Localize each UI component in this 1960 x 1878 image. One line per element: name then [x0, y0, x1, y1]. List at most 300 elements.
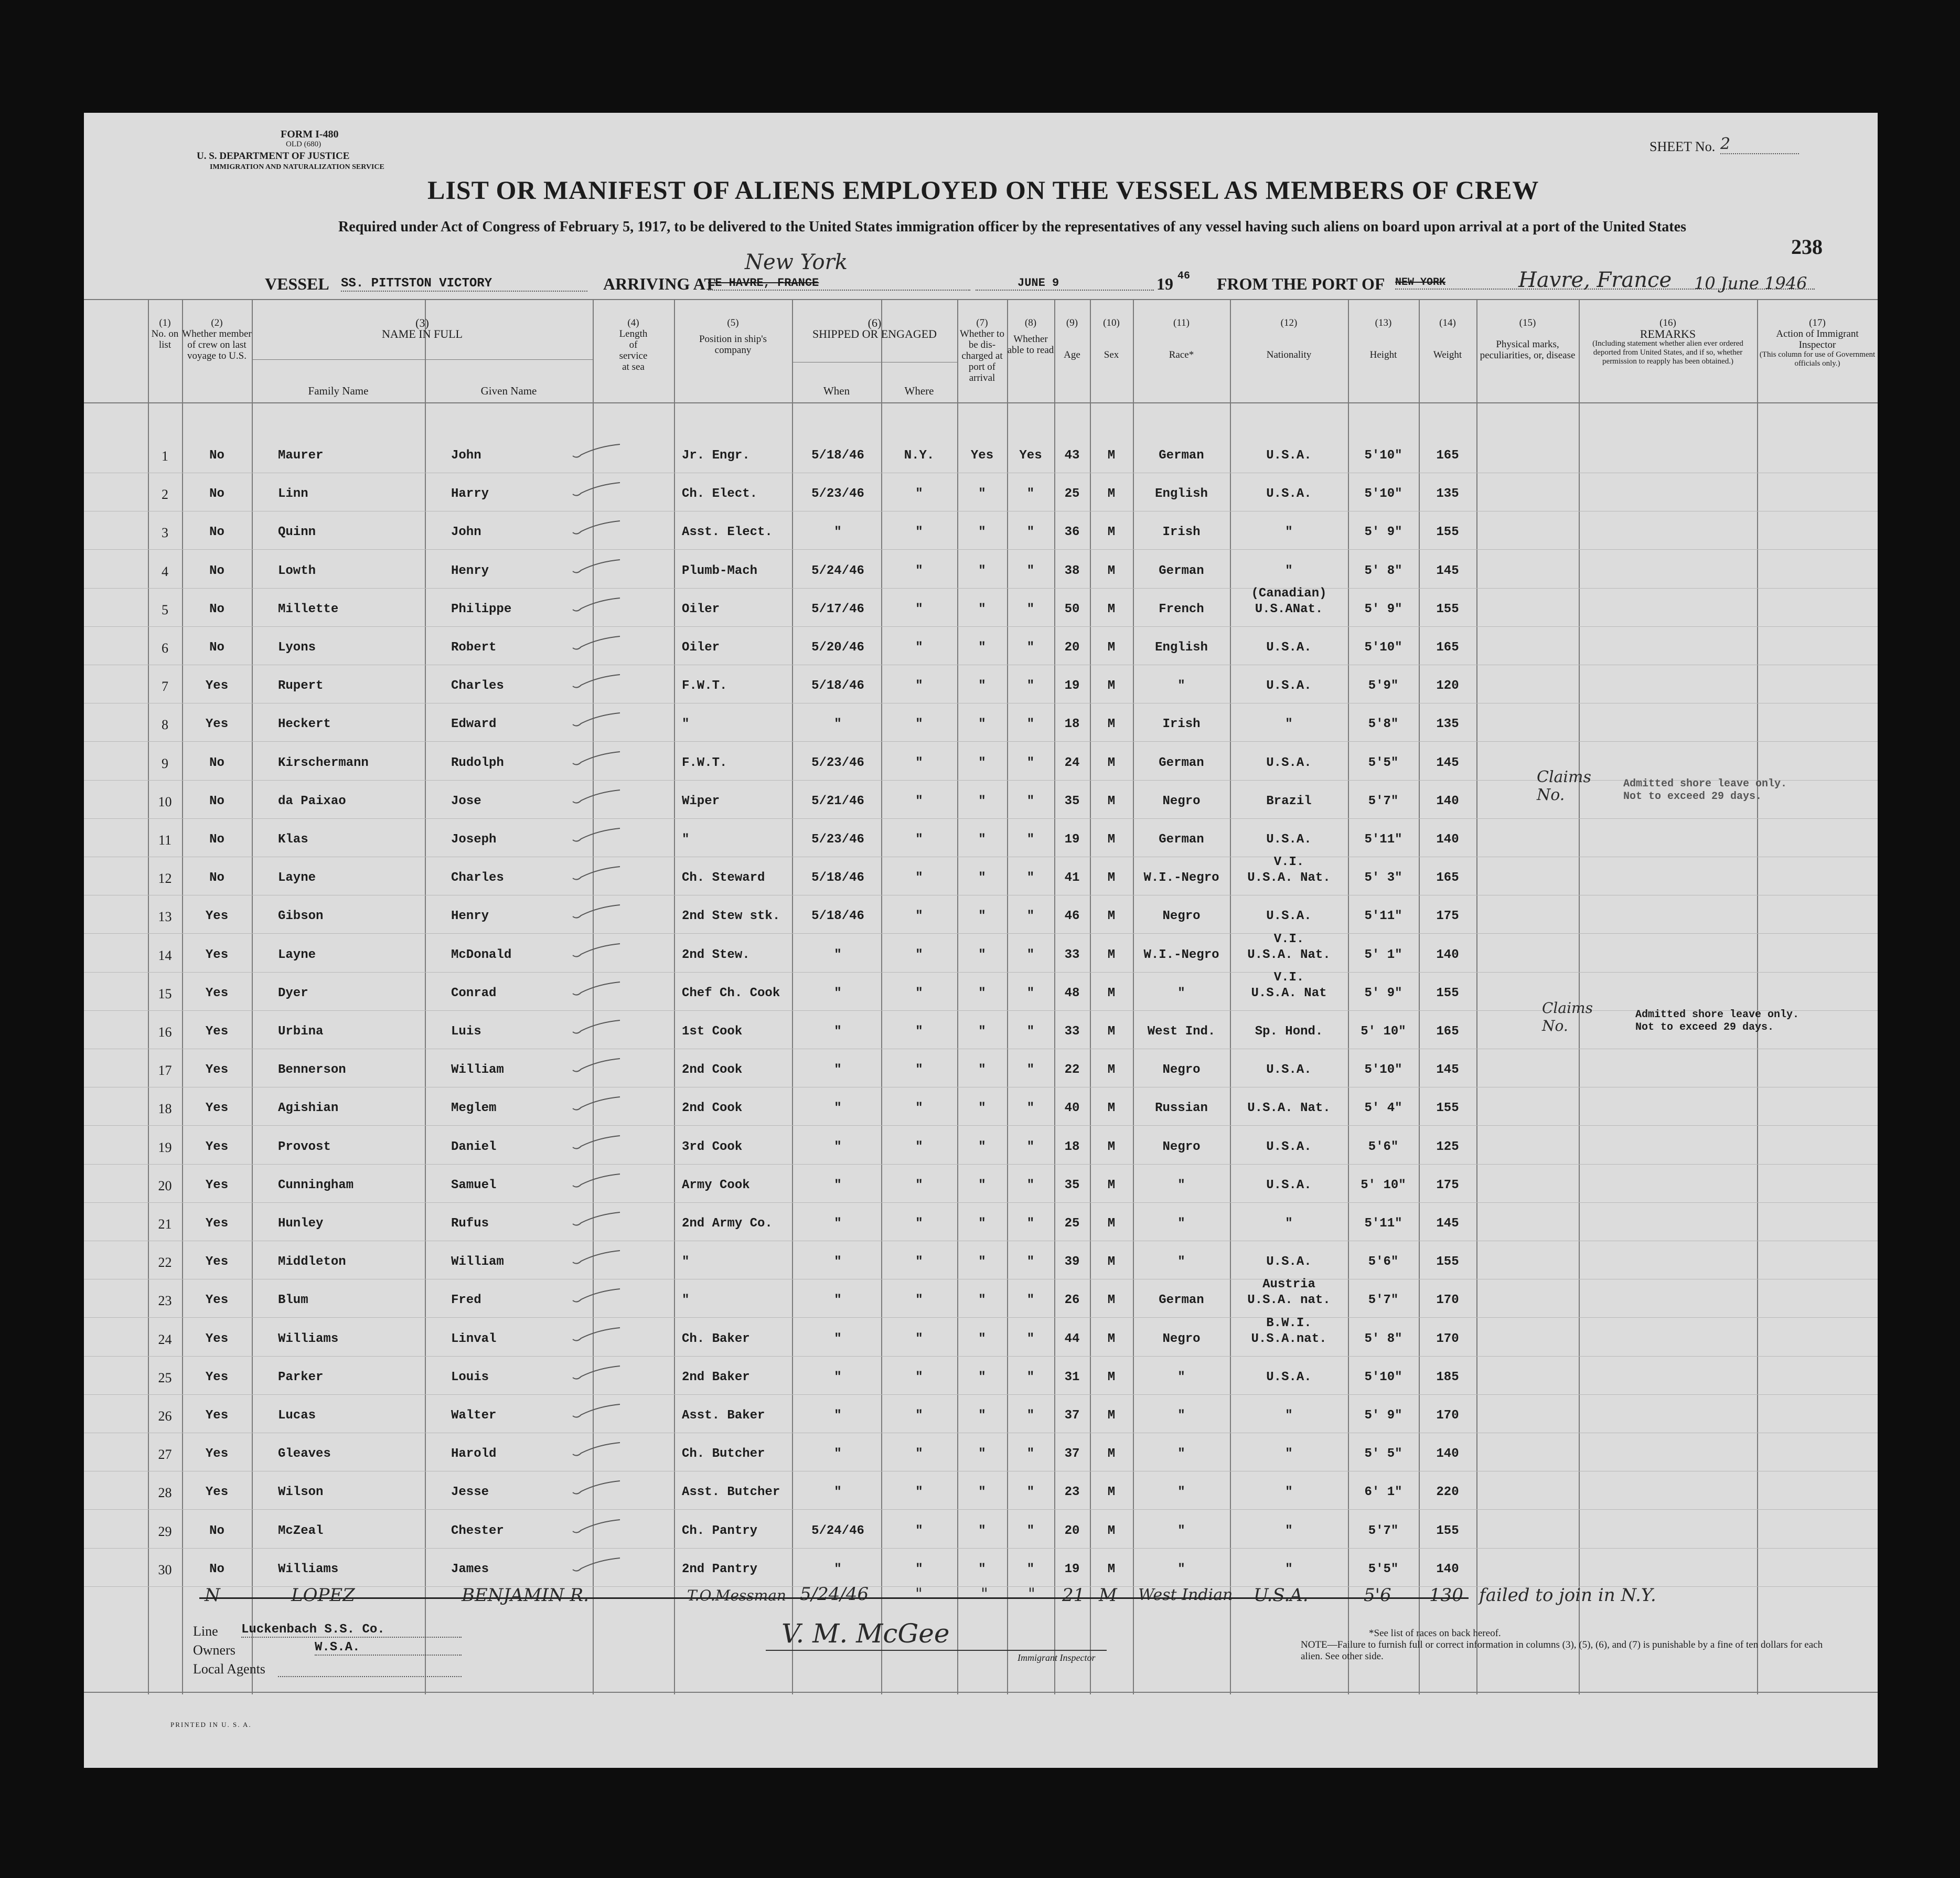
cell-age: 20: [1064, 641, 1080, 655]
col14-num: (14): [1439, 317, 1456, 328]
cell-weight: 165: [1436, 449, 1459, 463]
cell-read: Yes: [1019, 449, 1042, 463]
cell-where: ": [915, 602, 923, 616]
check-mark-icon: [572, 482, 622, 497]
cell-when: 5/17/46: [811, 602, 864, 616]
col7-label: Whether to be dis-charged at port of arrival: [960, 328, 1004, 383]
cell-sex: M: [1107, 1447, 1116, 1461]
cell-race: ": [1177, 1562, 1185, 1576]
department: U. S. DEPARTMENT OF JUSTICE: [197, 151, 350, 162]
table-row: [84, 932, 1878, 969]
cell-age: 35: [1064, 1178, 1080, 1192]
cell-nat-top: B.W.I.: [1266, 1316, 1312, 1330]
cell-sex: M: [1107, 1408, 1116, 1423]
cell-no: 22: [158, 1255, 172, 1271]
cell-pos: Oiler: [682, 602, 720, 616]
cell-nat: U.S.A.: [1266, 449, 1312, 463]
arriving-struck: [708, 276, 970, 291]
cell-when: 5/18/46: [811, 909, 864, 924]
cell-nat: U.S.A.: [1266, 641, 1312, 655]
cell-dis: ": [978, 1139, 986, 1154]
cell-age: 33: [1064, 947, 1080, 962]
cell-pos: 2nd Cook: [682, 1101, 743, 1116]
cell-where: ": [915, 1485, 923, 1500]
cell-age: 23: [1064, 1485, 1080, 1500]
col3-num: (3): [415, 316, 429, 329]
col16-label: REMARKS: [1640, 327, 1696, 340]
cell-no: 1: [162, 449, 168, 464]
cell-no: 6: [162, 641, 168, 656]
cell-age: 39: [1064, 1255, 1080, 1269]
cell-race: W.I.-Negro: [1143, 947, 1219, 962]
cell-where: ": [915, 1447, 923, 1461]
cell-no: 17: [158, 1063, 172, 1079]
cell-family: Heckert: [278, 717, 331, 732]
cell-last: No: [209, 563, 224, 578]
cell-no: 19: [158, 1139, 172, 1155]
cell-dis: ": [978, 794, 986, 808]
cell-age: 50: [1064, 602, 1080, 616]
row-rule: [84, 933, 1878, 934]
from-struck-text: NEW YORK: [1395, 276, 1446, 289]
cell-weight: 140: [1436, 794, 1459, 808]
cell-family: Layne: [278, 947, 316, 962]
cell-sex: M: [1107, 1370, 1116, 1384]
cell-family: Rupert: [278, 679, 324, 693]
cell-weight: 140: [1436, 833, 1459, 847]
cell-last: Yes: [205, 1178, 229, 1192]
cell-read: ": [1026, 525, 1035, 540]
cell-height: 5' 5": [1364, 1447, 1402, 1461]
table-row: [84, 1447, 1878, 1468]
table-row: [84, 1178, 1878, 1199]
signature-line: [766, 1650, 1107, 1651]
cell-last: Yes: [205, 1485, 229, 1500]
cell-family: Gleaves: [278, 1447, 331, 1461]
cell-given: Henry: [451, 563, 489, 578]
cell-given: Harold: [451, 1447, 497, 1461]
cell-age: 19: [1064, 679, 1080, 693]
table-row: [84, 855, 1878, 892]
cell-nat: U.S.ANat.: [1255, 602, 1323, 616]
row-rule: [84, 549, 1878, 550]
cell-last: Yes: [205, 909, 229, 924]
cell-given: William: [451, 1255, 504, 1269]
row-rule: [84, 1317, 1878, 1318]
cell-age: 19: [1064, 833, 1080, 847]
cell-read: ": [1026, 794, 1035, 808]
cell-read: ": [1026, 679, 1035, 693]
cell-where: ": [915, 1293, 923, 1308]
cell-when: 5/18/46: [811, 679, 864, 693]
table-row: [84, 1370, 1878, 1391]
cell-no: 26: [158, 1408, 172, 1424]
cell-dis: ": [978, 909, 986, 924]
cell-last: No: [209, 871, 224, 885]
col1-header: [148, 317, 182, 350]
cell-where: ": [915, 755, 923, 770]
cell-family: Blum: [278, 1293, 308, 1308]
extra-race: West Indian: [1138, 1586, 1233, 1604]
extra-nationality: U.S.A.: [1254, 1585, 1309, 1606]
cell-read: ": [1026, 1063, 1035, 1077]
cell-height: 5'11": [1364, 833, 1402, 847]
cell-family: Williams: [278, 1562, 339, 1576]
col14-label: Weight: [1433, 349, 1462, 360]
cell-last: Yes: [205, 717, 229, 732]
cell-pos: ": [682, 1255, 690, 1269]
row-rule: [84, 1010, 1878, 1011]
cell-height: 5' 9": [1364, 986, 1402, 1000]
cell-when: 5/18/46: [811, 449, 864, 463]
cell-given: Daniel: [451, 1139, 497, 1154]
cell-family: Lucas: [278, 1408, 316, 1423]
cell-height: 5'10": [1364, 1370, 1402, 1384]
cell-age: 26: [1064, 1293, 1080, 1308]
check-mark-icon: [572, 789, 622, 805]
cell-no: 18: [158, 1101, 172, 1117]
cell-weight: 155: [1436, 1523, 1459, 1538]
cell-height: 5'5": [1368, 1562, 1399, 1576]
cell-read: ": [1026, 1485, 1035, 1500]
cell-sex: M: [1107, 563, 1116, 578]
cell-dis: ": [978, 1293, 986, 1308]
col17-label: Action of Immigrant Inspector: [1776, 328, 1859, 350]
col10-num: (10): [1103, 317, 1120, 328]
col4-header: [593, 317, 674, 372]
cell-race: Negro: [1162, 1139, 1201, 1154]
cell-no: 28: [158, 1485, 172, 1501]
manifest-sheet: [84, 113, 1878, 1768]
strike-line: [199, 1597, 1469, 1599]
cell-nat: U.S.A. nat.: [1247, 1293, 1331, 1308]
col6-header: [792, 317, 957, 339]
row-rule: [84, 588, 1878, 589]
cell-last: Yes: [205, 1101, 229, 1116]
col1-label: No. on list: [151, 328, 179, 350]
cell-read: ": [1026, 1523, 1035, 1538]
cell-pos: Wiper: [682, 794, 720, 808]
cell-given: Conrad: [451, 986, 497, 1000]
cell-nat: ": [1285, 1523, 1293, 1538]
cell-sex: M: [1107, 871, 1116, 885]
cell-sex: M: [1107, 717, 1116, 732]
remark-row10-stamp1: Admitted shore leave only.: [1623, 778, 1787, 790]
check-mark-icon: [572, 1519, 622, 1534]
row-rule: [84, 626, 1878, 627]
col11-header: [1133, 317, 1230, 360]
cell-weight: 170: [1436, 1293, 1459, 1308]
cell-pos: Chef Ch. Cook: [682, 986, 780, 1000]
cell-weight: 155: [1436, 1101, 1459, 1116]
cell-when: ": [834, 1408, 842, 1423]
cell-when: ": [834, 1485, 842, 1500]
table-row: [84, 794, 1878, 815]
cell-read: ": [1026, 947, 1035, 962]
cell-age: 20: [1064, 1523, 1080, 1538]
cell-race: German: [1159, 755, 1204, 770]
check-mark-icon: [572, 1019, 622, 1035]
cell-no: 21: [158, 1217, 172, 1232]
cell-given: Fred: [451, 1293, 481, 1308]
cell-where: ": [915, 871, 923, 885]
cell-no: 27: [158, 1447, 172, 1463]
cell-sex: M: [1107, 755, 1116, 770]
cell-given: Luis: [451, 1025, 481, 1039]
cell-read: ": [1026, 909, 1035, 924]
sheet-label: SHEET No.: [1650, 139, 1716, 154]
cell-no: 20: [158, 1178, 172, 1193]
cell-height: 5' 8": [1364, 563, 1402, 578]
col7-header: [957, 317, 1007, 383]
cell-family: Urbina: [278, 1025, 324, 1039]
check-mark-icon: [572, 1288, 622, 1304]
cell-given: Louis: [451, 1370, 489, 1384]
cell-race: Russian: [1155, 1101, 1208, 1116]
vessel-label: VESSEL: [265, 274, 329, 293]
col9-label: Age: [1064, 349, 1080, 360]
cell-height: 5' 8": [1364, 1331, 1402, 1346]
cell-given: Jose: [451, 794, 481, 808]
local-agents-label: Local Agents: [193, 1661, 265, 1677]
col2-header: [182, 317, 252, 361]
check-mark-icon: [572, 751, 622, 766]
cell-height: 6' 1": [1364, 1485, 1402, 1500]
cell-when: ": [834, 1255, 842, 1269]
cell-race: ": [1177, 1523, 1185, 1538]
cell-where: ": [915, 986, 923, 1000]
cell-nat: U.S.A.: [1266, 1178, 1312, 1192]
cell-sex: M: [1107, 1331, 1116, 1346]
cell-sex: M: [1107, 1063, 1116, 1077]
cell-weight: 145: [1436, 1063, 1459, 1077]
cell-race: ": [1177, 1255, 1185, 1269]
col13-header: [1348, 317, 1419, 360]
col7-num: (7): [976, 317, 988, 328]
arriving-handwritten: New York: [745, 250, 848, 274]
cell-last: No: [209, 487, 224, 501]
cell-no: 24: [158, 1331, 172, 1347]
cell-sex: M: [1107, 1255, 1116, 1269]
extra-read: ": [1028, 1585, 1035, 1603]
cell-sex: M: [1107, 525, 1116, 540]
cell-last: No: [209, 1523, 224, 1538]
cell-nat-top: Austria: [1262, 1277, 1315, 1292]
col13-label: Height: [1369, 349, 1397, 360]
cell-given: John: [451, 525, 481, 540]
cell-last: Yes: [205, 1370, 229, 1384]
cell-when: ": [834, 1178, 842, 1192]
cell-no: 29: [158, 1523, 172, 1539]
cell-family: Parker: [278, 1370, 324, 1384]
cell-height: 5'7": [1368, 794, 1399, 808]
cell-no: 7: [162, 679, 168, 695]
table-row: [84, 1277, 1878, 1314]
cell-read: ": [1026, 1408, 1035, 1423]
cell-pos: ": [682, 717, 690, 732]
cell-age: 38: [1064, 563, 1080, 578]
from-handwritten: Havre, France: [1518, 268, 1672, 292]
cell-dis: ": [978, 947, 986, 962]
cell-height: 5'5": [1368, 755, 1399, 770]
cell-race: German: [1159, 449, 1204, 463]
row-rule: [84, 1202, 1878, 1203]
cell-weight: 135: [1436, 717, 1459, 732]
cell-weight: 140: [1436, 947, 1459, 962]
col5-label: Position in ship's company: [699, 334, 767, 356]
row-rule: [84, 1548, 1878, 1549]
cell-last: Yes: [205, 1063, 229, 1077]
cell-height: 5' 1": [1364, 947, 1402, 962]
cell-last: No: [209, 833, 224, 847]
extra-when: 5/24/46: [800, 1584, 869, 1605]
cell-last: Yes: [205, 947, 229, 962]
cell-weight: 155: [1436, 525, 1459, 540]
where-header: Where: [904, 385, 934, 397]
cell-nat-top: V.I.: [1273, 970, 1304, 985]
cell-pos: Oiler: [682, 641, 720, 655]
col3-header: [252, 317, 593, 339]
check-mark-icon: [572, 866, 622, 881]
cell-family: Millette: [278, 602, 339, 616]
check-mark-icon: [572, 635, 622, 651]
check-mark-icon: [572, 597, 622, 613]
cell-given: Linval: [451, 1331, 497, 1346]
cell-height: 5'6": [1368, 1255, 1399, 1269]
cell-nat-top: (Canadian): [1251, 586, 1327, 601]
table-row: [84, 1562, 1878, 1583]
cell-last: Yes: [205, 1331, 229, 1346]
cell-nat: U.S.A.: [1266, 833, 1312, 847]
sheet-number: 2: [1720, 135, 1799, 154]
cell-race: ": [1177, 679, 1185, 693]
col4-num: (4): [627, 317, 639, 328]
col13-num: (13): [1375, 317, 1392, 328]
table-row: [84, 679, 1878, 700]
cell-nat-top: V.I.: [1273, 855, 1304, 870]
check-mark-icon: [572, 1327, 622, 1342]
cell-pos: 2nd Baker: [682, 1370, 750, 1384]
remark-row16-stamp2: Not to exceed 29 days.: [1635, 1021, 1774, 1033]
check-mark-icon: [572, 1480, 622, 1496]
cell-weight: 175: [1436, 909, 1459, 924]
cell-weight: 185: [1436, 1370, 1459, 1384]
cell-race: English: [1155, 641, 1208, 655]
col17-header: [1757, 317, 1878, 368]
col17-sub: (This column for use of Government officials only.): [1759, 350, 1876, 368]
cell-when: ": [834, 525, 842, 540]
cell-race: German: [1159, 833, 1204, 847]
cell-read: ": [1026, 1139, 1035, 1154]
cell-pos: 2nd Army Co.: [682, 1217, 773, 1231]
given-name-header: Given Name: [480, 385, 537, 397]
cell-given: Chester: [451, 1523, 504, 1538]
cell-family: Lyons: [278, 641, 316, 655]
col6-num: (6): [867, 316, 882, 329]
cell-when: 5/23/46: [811, 833, 864, 847]
cell-when: ": [834, 1562, 842, 1576]
cell-when: 5/20/46: [811, 641, 864, 655]
cell-height: 5' 4": [1364, 1101, 1402, 1116]
table-row: [84, 641, 1878, 661]
table-row: [84, 487, 1878, 508]
cell-nat: U.S.A.nat.: [1251, 1331, 1327, 1346]
cell-read: ": [1026, 1178, 1035, 1192]
col11-num: (11): [1173, 317, 1190, 328]
row-rule: [84, 780, 1878, 781]
remark-row16-claims: Claims No.: [1542, 999, 1593, 1034]
cell-nat: U.S.A.: [1266, 1255, 1312, 1269]
cell-read: ": [1026, 487, 1035, 501]
check-mark-icon: [572, 1173, 622, 1189]
cell-family: Maurer: [278, 449, 324, 463]
cell-dis: Yes: [970, 449, 994, 463]
cell-family: Quinn: [278, 525, 316, 540]
cell-dis: ": [978, 871, 986, 885]
cell-race: ": [1177, 1178, 1185, 1192]
cell-nat-top: V.I.: [1273, 932, 1304, 946]
row-rule: [84, 1509, 1878, 1510]
cell-nat: ": [1285, 1562, 1293, 1576]
cell-where: ": [915, 1217, 923, 1231]
cell-weight: 155: [1436, 1255, 1459, 1269]
cell-weight: 165: [1436, 641, 1459, 655]
page-title: LIST OR MANIFEST OF ALIENS EMPLOYED ON THE VESSEL AS MEMBERS OF CREW: [427, 175, 1539, 205]
table-row: [84, 1485, 1878, 1506]
cell-nat: ": [1285, 1408, 1293, 1423]
cell-read: ": [1026, 717, 1035, 732]
cell-race: ": [1177, 986, 1185, 1000]
cell-age: 46: [1064, 909, 1080, 924]
cell-sex: M: [1107, 449, 1116, 463]
table-row: [84, 1025, 1878, 1045]
line-label: Line: [193, 1624, 218, 1639]
cell-family: Agishian: [278, 1101, 339, 1116]
col3-label: NAME IN FULL: [382, 327, 463, 340]
col15-label: Physical marks, peculiarities, or, disease: [1480, 339, 1576, 361]
table-row: [84, 1316, 1878, 1353]
cell-age: 37: [1064, 1447, 1080, 1461]
cell-height: 5' 10": [1361, 1025, 1406, 1039]
cell-pos: 2nd Pantry: [682, 1562, 758, 1576]
col12-header: [1230, 317, 1348, 360]
cell-given: Charles: [451, 679, 504, 693]
extra-given: BENJAMIN R.: [462, 1585, 589, 1606]
col9-header: [1054, 317, 1090, 360]
cell-read: ": [1026, 1370, 1035, 1384]
cell-age: 25: [1064, 1217, 1080, 1231]
table-row: [84, 1524, 1878, 1545]
col10-header: [1090, 317, 1133, 360]
cell-sex: M: [1107, 1485, 1116, 1500]
cell-family: Klas: [278, 833, 308, 847]
cell-where: ": [915, 1101, 923, 1116]
cell-read: ": [1026, 1447, 1035, 1461]
col8-header: [1007, 317, 1054, 356]
cell-given: Charles: [451, 871, 504, 885]
cell-last: No: [209, 641, 224, 655]
cell-when: ": [834, 1331, 842, 1346]
cell-pos: Ch. Elect.: [682, 487, 758, 501]
page-subtitle: Required under Act of Congress of February 5, 1917, to be delivered to the United States immigration officer by the representatives of any vessel having such aliens on board upon arrival at a port of the United States: [338, 219, 1686, 235]
cell-race: Negro: [1162, 909, 1201, 924]
cell-family: McZeal: [278, 1523, 324, 1538]
cell-where: ": [915, 1139, 923, 1154]
cell-nat: U.S.A. Nat: [1251, 986, 1327, 1000]
table-row: [84, 564, 1878, 585]
extra-discharge: ": [981, 1585, 988, 1603]
form-old: OLD (680): [286, 140, 322, 148]
